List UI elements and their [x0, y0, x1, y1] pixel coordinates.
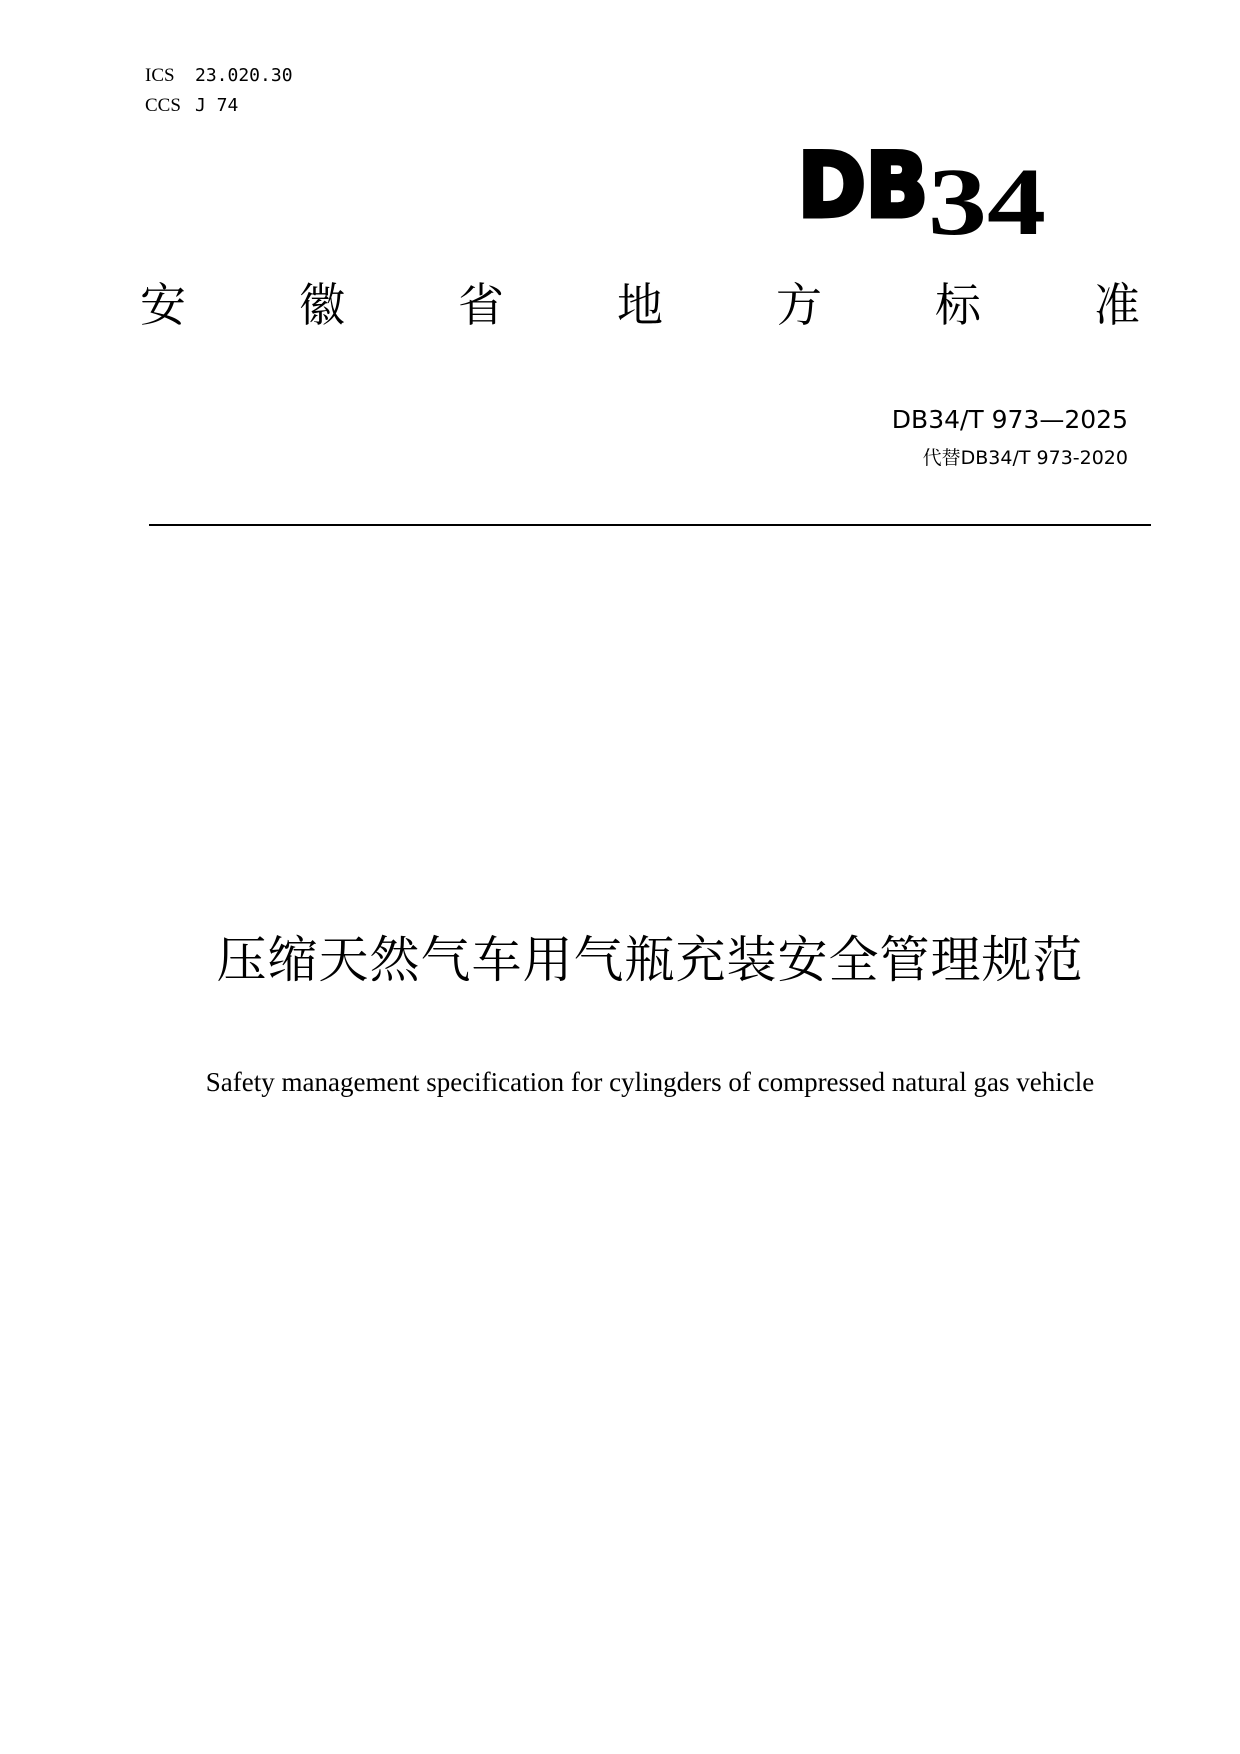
- header-divider: [149, 524, 1151, 526]
- document-title-chinese: 压缩天然气车用气瓶充装安全管理规范: [216, 931, 1084, 989]
- ccs-value: J 74: [195, 95, 239, 116]
- standard-type-heading: [140, 270, 1140, 340]
- ics-code: [145, 64, 293, 88]
- standard-type-char: 安: [140, 278, 186, 332]
- ccs-label: CCS: [145, 95, 181, 116]
- standard-type-char: 省: [458, 278, 504, 332]
- replaces-standard: 代替DB34/T 973-2020: [922, 447, 1128, 469]
- document-title-english: Safety management specification for cylingders of compressed natural gas vehicle: [205, 1067, 1095, 1097]
- db34-logo: [798, 138, 1058, 238]
- ccs-code: [145, 94, 238, 118]
- standard-type-char: 标: [935, 278, 981, 332]
- standard-type-char: 地: [617, 278, 663, 332]
- standard-type-char: 准: [1094, 278, 1140, 332]
- ics-label: ICS: [145, 65, 175, 86]
- standard-type-char: 徽: [299, 278, 345, 332]
- standard-type-char: 方: [776, 278, 822, 332]
- ics-value: 23.020.30: [195, 65, 293, 86]
- logo-letters: DB: [798, 138, 928, 237]
- standard-number: DB34/T 973—2025: [891, 405, 1128, 434]
- logo-digits: 34: [928, 148, 1046, 238]
